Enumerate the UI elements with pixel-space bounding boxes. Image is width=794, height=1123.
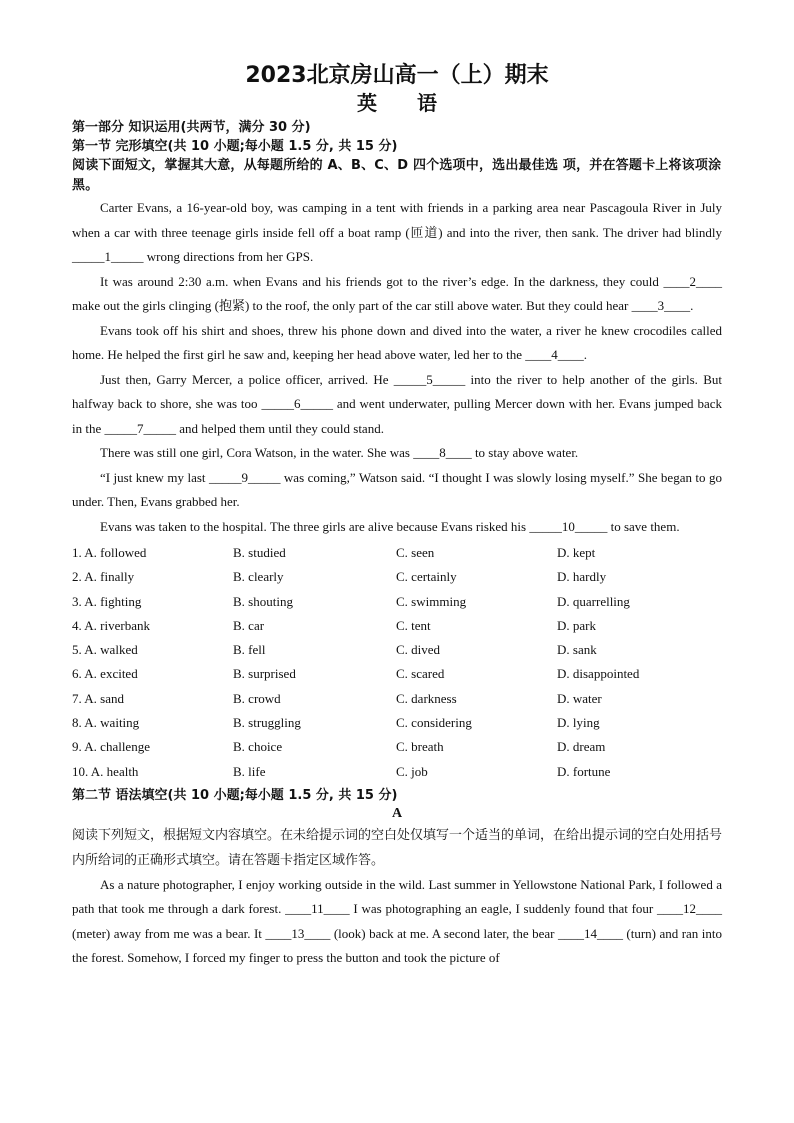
answer-options bbox=[72, 541, 722, 784]
blank-2: ____2____ bbox=[663, 273, 722, 289]
blank-8: ____8____ bbox=[413, 445, 472, 460]
blank-11: ____11____ bbox=[285, 901, 350, 917]
option-c: C. tent bbox=[396, 617, 431, 633]
option-b: B. clearly bbox=[233, 569, 284, 585]
section2-heading: 第二节 语法填空(共 10 小题;每小题 1.5 分, 共 15 分) bbox=[72, 787, 398, 803]
cloze-paragraph-4 bbox=[72, 368, 722, 442]
text: (turn) and ran into the forest. Somehow, I forced my finger to press the button and took the picture of bbox=[72, 925, 722, 966]
option-d: D. kept bbox=[557, 545, 596, 560]
option-a: 5. A. walked bbox=[72, 642, 138, 658]
cloze-paragraph-2 bbox=[72, 270, 722, 319]
option-d: D. water bbox=[557, 690, 602, 706]
option-a: 8. A. waiting bbox=[72, 715, 140, 731]
text: There was still one girl, Cora Watson, in the water. She was bbox=[100, 445, 414, 460]
text: make out the girls clinging (抱紧) to the roof, the only part of the car still above water. But they could hear bbox=[72, 298, 632, 313]
option-d: D. park bbox=[557, 617, 596, 633]
option-a: 2. A. finally bbox=[72, 569, 135, 585]
option-c: C. breath bbox=[396, 739, 444, 755]
option-c: C. dived bbox=[396, 642, 441, 658]
cloze-paragraph-5 bbox=[72, 441, 722, 466]
text: Just then, Garry Mercer, a police officer, arrived. He bbox=[100, 371, 394, 387]
option-d: D. sank bbox=[557, 642, 597, 658]
option-a: 6. A. excited bbox=[72, 666, 138, 682]
cloze-paragraph-3 bbox=[72, 319, 722, 368]
text: to save them. bbox=[607, 518, 680, 534]
option-b: B. car bbox=[233, 617, 265, 633]
option-row-6 bbox=[72, 662, 722, 686]
option-d: D. disappointed bbox=[557, 666, 640, 682]
option-b: B. crowd bbox=[233, 690, 281, 706]
option-b: B. studied bbox=[233, 545, 286, 560]
option-b: B. choice bbox=[233, 739, 283, 755]
option-row-4 bbox=[72, 614, 722, 638]
option-c: C. darkness bbox=[396, 690, 457, 706]
blank-14: ____14____ bbox=[557, 925, 623, 941]
option-b: B. shouting bbox=[233, 593, 293, 609]
text: and went underwater, pulling Mercer down with her. Evans jumped back in the bbox=[72, 396, 722, 436]
option-row-2 bbox=[72, 565, 722, 589]
blank-12: ____12____ bbox=[657, 901, 723, 917]
cloze-paragraph-7 bbox=[72, 515, 722, 540]
option-d: D. lying bbox=[557, 715, 600, 731]
option-a: 9. A. challenge bbox=[72, 739, 150, 755]
section1-instructions: 阅读下面短文，掌握其大意，从每题所给的 A、B、C、D 四个选项中，选出最佳选 项，并在答题卡上将该项涂黑。 bbox=[72, 158, 722, 193]
text: I was photographing an eagle, I suddenly found that four bbox=[349, 901, 658, 917]
option-a: 7. A. sand bbox=[72, 690, 124, 706]
grammar-paragraph-1 bbox=[72, 873, 722, 971]
text: Evans took off his shirt and shoes, threw his phone down and dived into the water, a river he knew crocodiles called home. He helped the first girl he saw and, keeping her head above water, led her to the bbox=[72, 322, 722, 362]
text: “I just knew my last bbox=[100, 469, 209, 485]
blank-10: _____10_____ bbox=[529, 518, 608, 534]
text: wrong directions from her GPS. bbox=[143, 249, 314, 264]
option-d: D. fortune bbox=[557, 763, 611, 779]
exam-title: 2023北京房山高一（上）期末 bbox=[245, 63, 549, 88]
option-b: B. surprised bbox=[233, 666, 296, 682]
option-b: B. struggling bbox=[233, 715, 301, 731]
option-c: C. seen bbox=[396, 545, 435, 560]
option-c: C. considering bbox=[396, 715, 472, 731]
option-c: C. swimming bbox=[396, 593, 467, 609]
option-a: 10. A. health bbox=[72, 763, 139, 779]
text: to stay above water. bbox=[471, 445, 579, 460]
blank-6: _____6_____ bbox=[261, 396, 333, 411]
text: Carter Evans, a 16-year-old boy, was camping in a tent with friends in a parking area near Pascagoula River in July when a car with three teenage girls inside fell off a boat ramp (匝道) and into the river, then sank. The driver had blindly bbox=[72, 200, 722, 240]
option-a: 4. A. riverbank bbox=[72, 617, 150, 633]
text: and helped them until they could stand. bbox=[176, 420, 384, 436]
option-b: B. life bbox=[233, 763, 266, 779]
subject-title: 英语 bbox=[357, 91, 477, 115]
option-d: D. dream bbox=[557, 739, 606, 755]
option-d: D. hardly bbox=[557, 569, 607, 585]
cloze-passage bbox=[72, 196, 722, 539]
exam-page bbox=[72, 62, 722, 971]
section2-label: A bbox=[391, 805, 403, 821]
blank-7: _____7_____ bbox=[104, 420, 176, 436]
cloze-paragraph-1 bbox=[72, 196, 722, 270]
option-c: C. scared bbox=[396, 666, 445, 682]
text: into the river to help another of the girls. But halfway back to shore, she was too bbox=[72, 371, 722, 411]
option-a: 3. A. fighting bbox=[72, 593, 142, 609]
option-row-9 bbox=[72, 735, 722, 759]
option-b: B. fell bbox=[233, 642, 266, 658]
part1-heading: 第一部分 知识运用(共两节，满分 30 分) bbox=[72, 120, 311, 135]
option-row-7 bbox=[72, 687, 722, 711]
blank-1: _____1_____ bbox=[72, 249, 144, 264]
text: It was around 2:30 a.m. when Evans and his friends got to the river’s edge. In the darkness, they could bbox=[100, 273, 664, 289]
text: (look) back at me. A second later, the bear bbox=[330, 925, 558, 941]
text: . bbox=[583, 347, 587, 362]
blank-3: ____3____ bbox=[631, 298, 691, 313]
text: As a nature photographer, I enjoy working outside in the wild. Last summer in Yellowstone National Park, I followed a path that took me through a dark forest. bbox=[72, 876, 722, 917]
option-row-10 bbox=[72, 760, 722, 784]
option-c: C. job bbox=[396, 763, 428, 779]
section1-heading: 第一节 完形填空(共 10 小题;每小题 1.5 分, 共 15 分) bbox=[72, 139, 398, 154]
blank-13: ____13____ bbox=[265, 925, 331, 941]
text: Evans was taken to the hospital. The three girls are alive because Evans risked his bbox=[100, 518, 530, 534]
blank-4: ____4____ bbox=[525, 347, 584, 362]
text: (meter) away from me was a bear. It bbox=[72, 925, 266, 941]
option-row-5 bbox=[72, 638, 722, 662]
blank-5: _____5_____ bbox=[393, 371, 466, 387]
blank-9: _____9_____ bbox=[208, 469, 281, 485]
cloze-paragraph-6 bbox=[72, 466, 722, 515]
text: . bbox=[690, 298, 694, 313]
option-d: D. quarrelling bbox=[557, 593, 630, 609]
option-c: C. certainly bbox=[396, 569, 457, 585]
option-row-3 bbox=[72, 590, 722, 614]
option-a: 1. A. followed bbox=[72, 545, 147, 560]
section2-instructions: 阅读下列短文，根据短文内容填空。在未给提示词的空白处仅填写一个适当的单词，在给出提示词的空白处用括号内所给词的正确形式填空。请在答题卡指定区域作答。 bbox=[72, 827, 723, 868]
option-row-1 bbox=[72, 541, 722, 565]
text: was coming,” Watson said. “I thought I was slowly losing myself.” She began to go under. Then, Evans grabbed her. bbox=[72, 469, 722, 509]
option-row-8 bbox=[72, 711, 722, 735]
